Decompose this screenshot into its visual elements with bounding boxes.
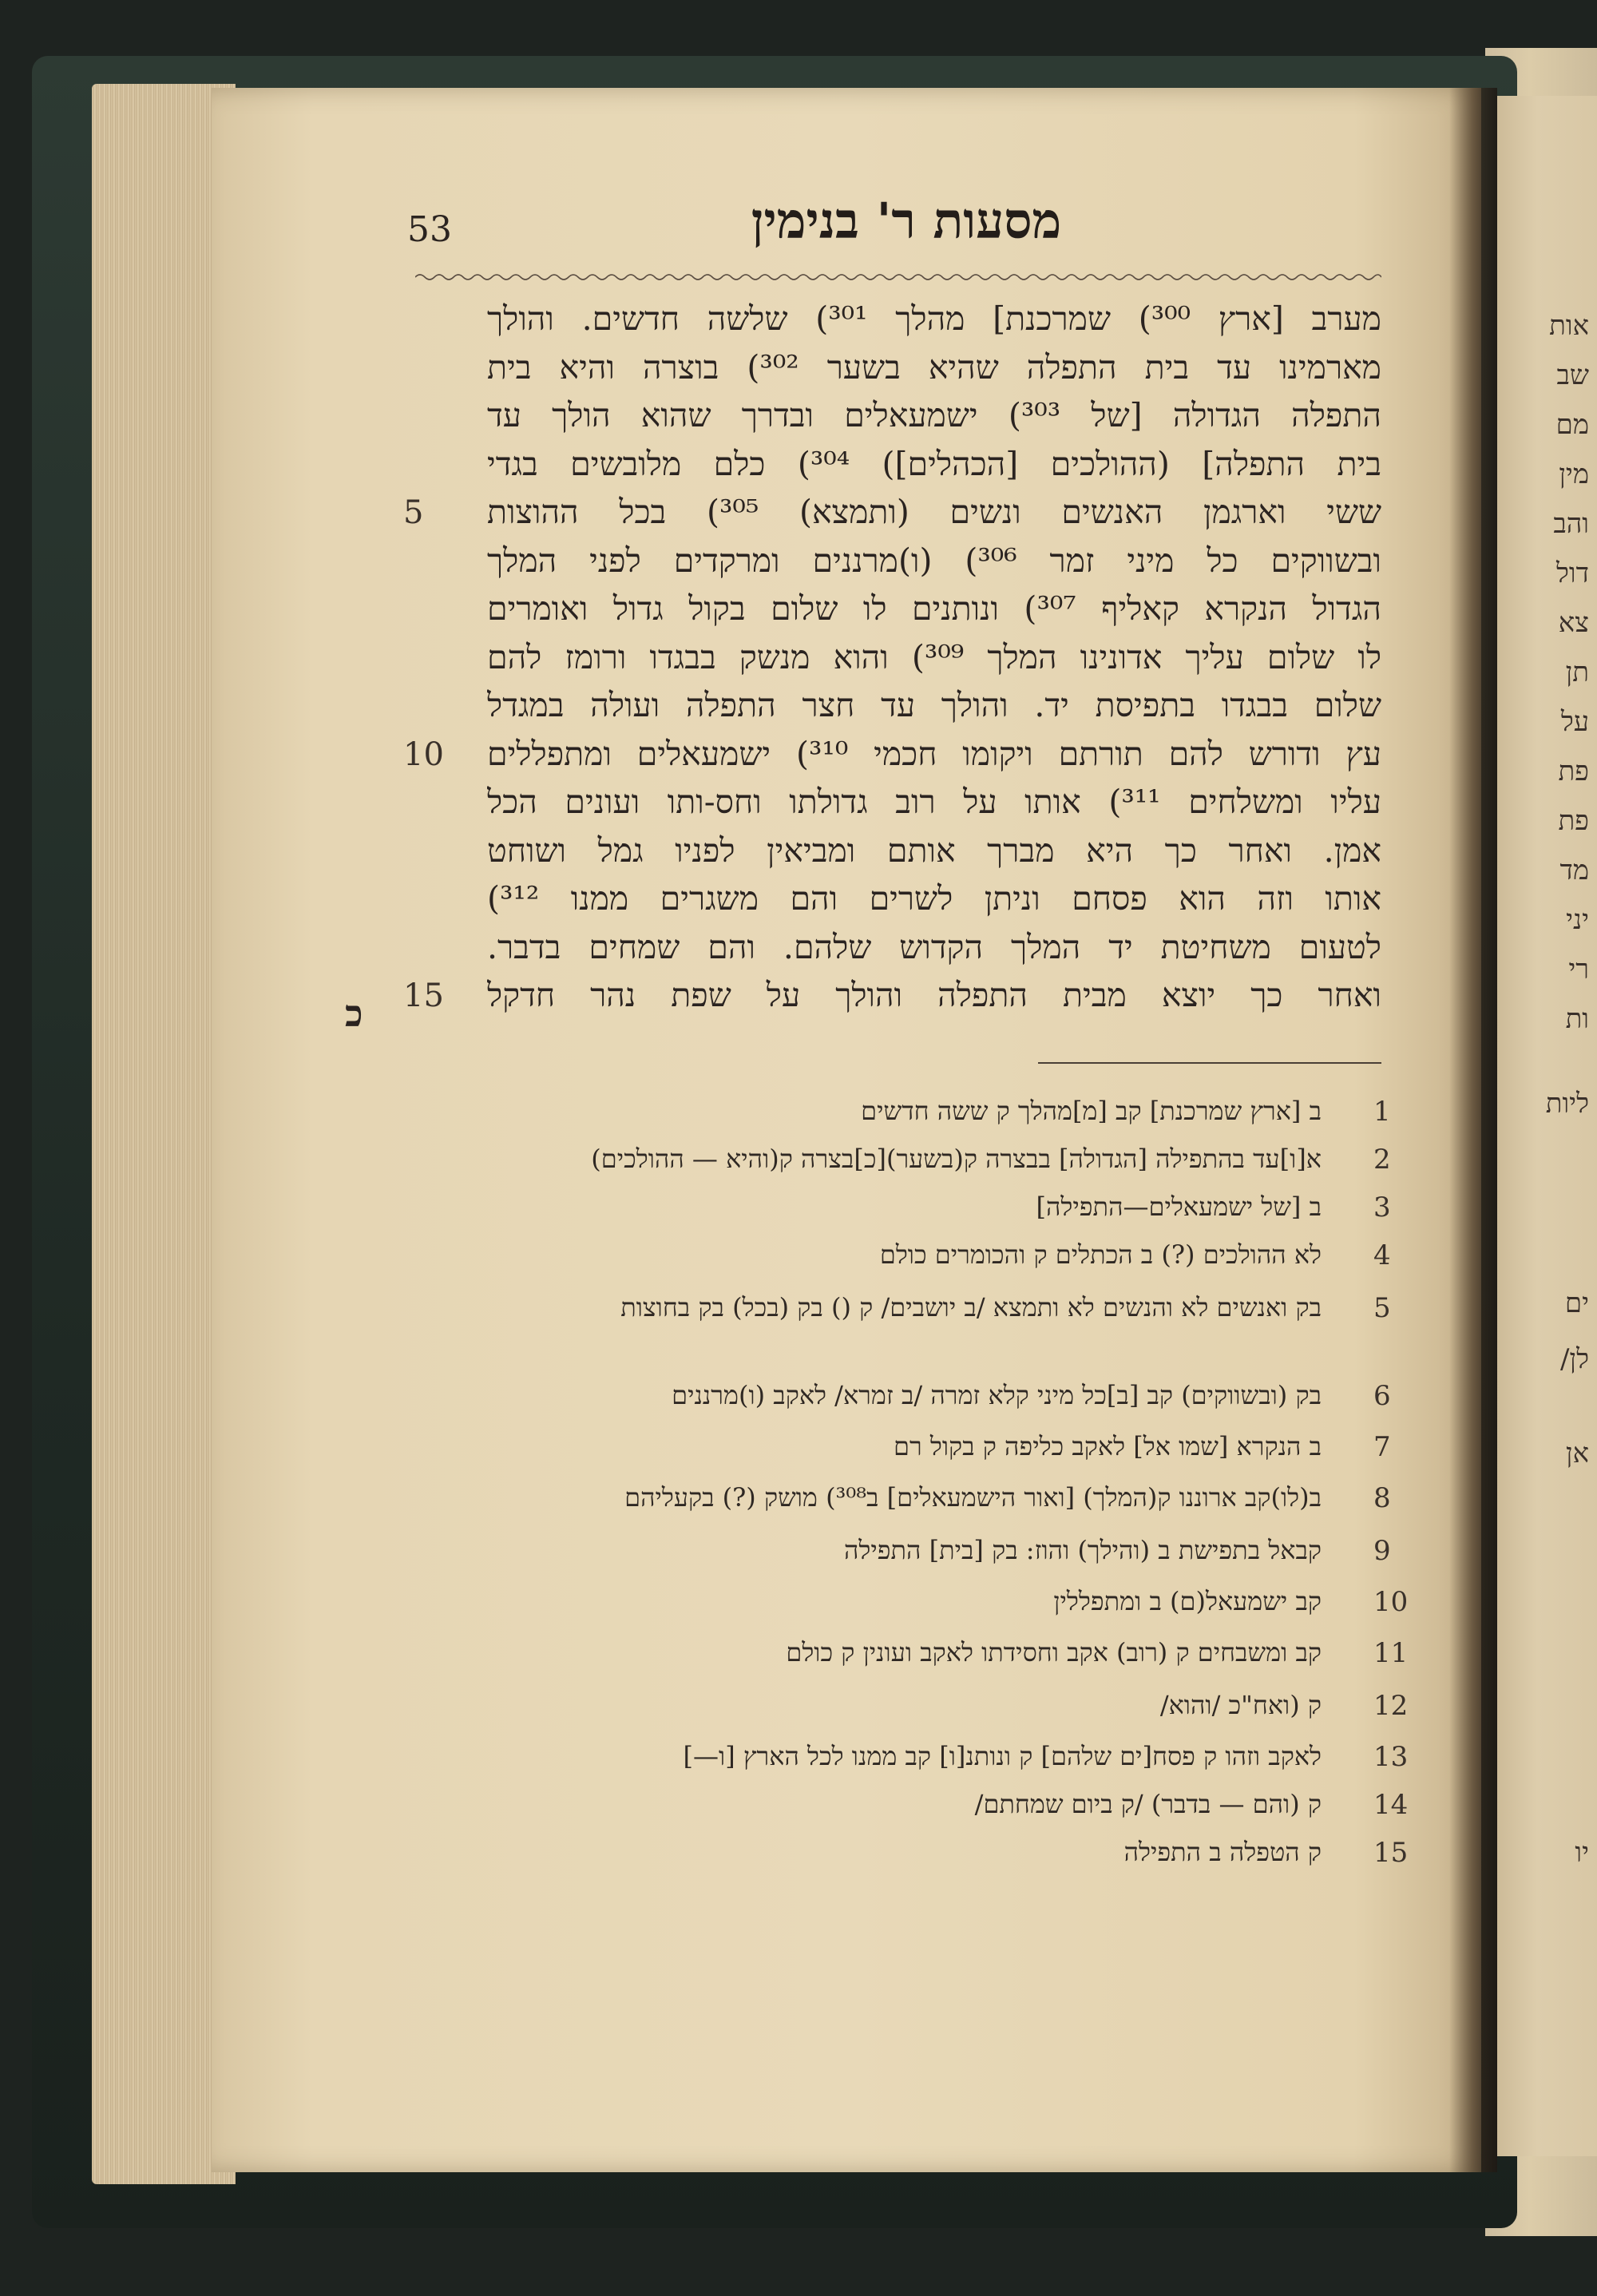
- footnote-text: קב ישמעאל(ם) ב ומתפללין: [1053, 1586, 1322, 1616]
- footnote-number: 12: [1373, 1690, 1409, 1722]
- facing-page-fragment: מם: [1555, 409, 1589, 441]
- line-number: 15: [403, 977, 444, 1014]
- footnote-number: 7: [1373, 1431, 1391, 1463]
- facing-page-fragment: לן/: [1559, 1343, 1589, 1375]
- facing-page-fragment: אן: [1565, 1437, 1589, 1469]
- footnote-number: 11: [1373, 1637, 1409, 1669]
- page-number: 53: [407, 209, 452, 250]
- text-line: אמן. ואחר כך היא מברך אותם ומביאין לפניו גמל ושוחט: [487, 831, 1381, 870]
- facing-page-fragment: רי: [1568, 954, 1589, 985]
- footnote-rule: [1038, 1062, 1381, 1064]
- footnote-text: ק (ואח"כ /והוא/: [1159, 1690, 1322, 1720]
- footnote-number: 2: [1373, 1144, 1391, 1176]
- line-number: 5: [403, 494, 424, 531]
- footnote-number: 13: [1373, 1741, 1409, 1773]
- facing-page-fragment: והב: [1553, 508, 1589, 540]
- facing-page-fragment: יני: [1566, 904, 1589, 936]
- footnote-number: 5: [1373, 1292, 1391, 1324]
- text-line: מערב [ארץ ³⁰⁰) שמרכנת] מהלך ³⁰¹) שלשה חדשים. והולך: [487, 299, 1381, 338]
- text-line: אותו וזה הוא פסחם וניתן לשרים והם משגרים ממנו ³¹²): [487, 879, 1381, 918]
- footnote-text: ב [של ישמעאלים—התפילה]: [1036, 1192, 1322, 1222]
- text-line: התפלה הגדולה [של ³⁰³) ישמעאלים ובדרך שהוא הולך עד: [487, 396, 1381, 434]
- footnote-number: 3: [1373, 1192, 1391, 1223]
- footnote-text: א[ו]עד בהתפילה [הגדולה] בבצרה ק(בשער)[כ]בצרה ק(והיא — ההולכים): [591, 1144, 1322, 1174]
- footnote-text: קבאל בתפישת ב (והילך) והוז: בק [בית] התפילה: [843, 1535, 1322, 1565]
- text-line: שלום בבגדו בתפיסת יד. והולך עד חצר התפלה ועולה במגדל: [487, 686, 1381, 724]
- text-line: לטעום משחיטת יד המלך הקדוש שלהם. והם שמחים בדבר.: [487, 927, 1381, 966]
- header-ornament-rule: [415, 272, 1381, 283]
- facing-page-fragment: ות: [1565, 1003, 1589, 1035]
- footnote-text: ב [ארץ שמרכנת] קב [מ]מהלך ק ששה חדשים: [861, 1096, 1322, 1126]
- facing-page-fragment: מין: [1559, 458, 1589, 490]
- text-line: בית התפלה] (ההולכים [הכהלים]) ³⁰⁴) כלם מלובשים בגדי: [487, 444, 1381, 483]
- footnote-text: ק (והם — בדבר) /ק ביום שמחתם/: [974, 1789, 1322, 1819]
- facing-page-fragment: יו: [1575, 1837, 1589, 1869]
- facing-page-fragment: צא: [1558, 607, 1589, 639]
- footnote-text: לא ההולכים (?) ב הכתלים ק והכומרים כולם: [879, 1239, 1322, 1270]
- footnote-number: 9: [1373, 1535, 1391, 1567]
- footnote-text: ק הטפלה ב התפילה: [1123, 1837, 1322, 1867]
- margin-letter: כ: [345, 992, 363, 1035]
- text-line: לו שלום עליך אדונינו המלך ³⁰⁹) והוא מנשק בבגדו ורומז להם: [487, 637, 1381, 676]
- facing-page-fragment: שב: [1556, 359, 1589, 391]
- facing-page-fragment: דול: [1556, 557, 1589, 589]
- text-line: ובשווקים כל מיני זמר ³⁰⁶) (ו)מרננים ומרקדים לפני המלך: [487, 541, 1381, 580]
- facing-page-fragment: מד: [1559, 855, 1589, 886]
- facing-page-fragment: פת: [1558, 805, 1589, 837]
- line-number: 10: [403, 736, 444, 773]
- facing-page-fragment: ליות: [1545, 1088, 1589, 1120]
- text-line: ואחר כך יוצא מבית התפלה והולך על שפת נהר חדקל: [487, 976, 1381, 1014]
- running-title: מסעות ר' בנימין: [751, 192, 1062, 250]
- facing-page-fragment: פת: [1558, 755, 1589, 787]
- footnote-number: 15: [1373, 1837, 1409, 1869]
- text-line: הגדול הנקרא קאליף ³⁰⁷) ונותנים לו שלום בקול גדול ואומרים: [487, 589, 1381, 628]
- text-line: ששי וארגמן האנשים ונשים (ותמצא) ³⁰⁵) בכל ההוצות: [487, 493, 1381, 531]
- footnote-text: בק (ובשווקים) קב [ב]כל מיני קלא זמרה /ב זמרא/ לאקב (ו)מרננים: [672, 1380, 1322, 1410]
- footnote-text: ב הנקרא [שמו אל] לאקב כליפה ק בקול רם: [893, 1431, 1322, 1461]
- text-line: עץ ודורש להם תורתם ויקומו חכמי ³¹⁰) ישמעאלים ומתפללים: [487, 734, 1381, 773]
- facing-page-fragment: תן: [1565, 656, 1589, 688]
- facing-page-fragment: על: [1560, 706, 1589, 738]
- page-gutter: [1449, 88, 1497, 2172]
- footnote-text: לאקב וזהו ק פסח[ים שלהם] ק ונותנ[ו] קב ממנו לכל הארץ [ו—]: [683, 1741, 1322, 1771]
- facing-page-fragment: אות: [1549, 310, 1589, 342]
- footnote-number: 8: [1373, 1482, 1391, 1514]
- footnote-number: 6: [1373, 1380, 1391, 1412]
- footnote-number: 14: [1373, 1789, 1409, 1821]
- footnote-text: בק ואנשים לא והנשים לא ותמצא /ב יושבים/ ק () בק (בכל) בק בחוצות: [620, 1292, 1322, 1322]
- footnote-number: 4: [1373, 1239, 1391, 1271]
- text-line: עליו ומשלחים ³¹¹) אותו על רוב גדולתו וחס-ותו ועונים הכל: [487, 783, 1381, 821]
- footnote-text: ב(לו)קב ארוננו ק(המלך) [ואור הישמעאלים] ב³⁰⁸) מושק (?) בקעליהם: [624, 1482, 1322, 1513]
- facing-page-fragment: ים: [1564, 1287, 1589, 1319]
- footnote-number: 1: [1373, 1096, 1391, 1128]
- footnote-number: 10: [1373, 1586, 1409, 1618]
- footnote-text: קב ומשבחים ק (רוב) אקב וחסידתו לאקב ועונין ק כולם: [786, 1637, 1322, 1667]
- text-line: מארמינו עד בית התפלה שהיא בשער ³⁰²) בוצרה והיא בית: [487, 347, 1381, 387]
